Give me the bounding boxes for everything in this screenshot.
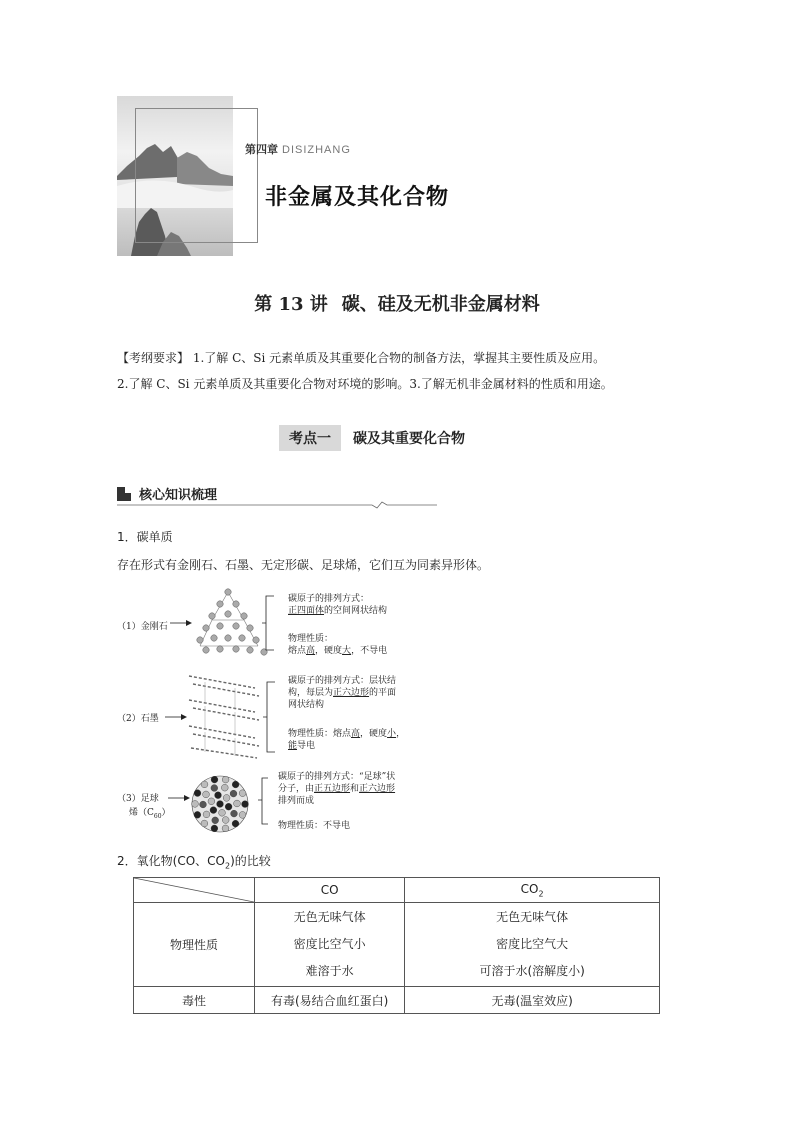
carbon-heading: 1．碳单质 <box>117 530 173 544</box>
diamond-properties-label: 物理性质： <box>288 634 334 644</box>
carbon-atom <box>194 790 201 797</box>
oxides-heading <box>117 852 271 870</box>
graphite-arr-line-2a: 构，每层为 <box>288 688 334 698</box>
graphite-prop-melting: 物理性质：熔点 <box>288 729 352 739</box>
lecture-title <box>0 290 794 316</box>
requirements-line-2: 2.了解 C、Si 元素单质及其重要化合物对环境的影响。3.了解无机非金属材料的性质和用途。 <box>117 377 613 391</box>
fullerene-arr-and: 和 <box>350 784 360 794</box>
table-row <box>134 903 660 987</box>
table-row <box>134 987 660 1014</box>
carbon-atom <box>231 810 238 817</box>
row-label-toxicity: 毒性 <box>134 987 255 1014</box>
fullerene-arr-key-2: 正六边形 <box>359 784 396 794</box>
carbon-atom <box>232 781 239 788</box>
section-square-icon <box>117 487 131 501</box>
carbon-atom <box>201 820 208 827</box>
diamond-prop-hardness: ，硬度 <box>315 646 343 656</box>
diamond-label: （1）金刚石 <box>117 622 168 632</box>
carbon-atom <box>211 776 218 783</box>
chapter-number: 第四章 <box>245 143 278 156</box>
carbon-atom <box>203 811 210 818</box>
section-heading <box>117 484 437 508</box>
carbon-atom <box>203 791 210 798</box>
graphite-prop-conduct-value: 能 <box>288 741 298 751</box>
carbon-atom <box>211 825 218 832</box>
diamond-prop-melting: 熔点 <box>288 646 307 656</box>
oxides-heading-b: )的比较 <box>230 854 271 868</box>
carbon-atom <box>242 801 249 808</box>
oxides-comparison-table <box>133 877 660 1014</box>
graphite-arr-line-3: 网状结构 <box>288 700 325 710</box>
co-physical-cell <box>255 903 405 987</box>
carbon-atom <box>230 790 237 797</box>
carbon-atom <box>222 776 229 783</box>
diamond-arrangement-key: 正四面体 <box>288 606 325 616</box>
graphite-arr-line-1: 碳原子的排列方式：层状结 <box>288 676 397 686</box>
table-header-co2 <box>405 878 660 903</box>
diamond-properties <box>288 633 387 657</box>
co2-phys-1: 无色无味气体 <box>496 910 569 924</box>
co-toxicity-cell: 有毒(易结合血红蛋白) <box>255 987 405 1014</box>
fullerene-label-2: 烯（C <box>129 808 154 818</box>
co2-toxicity-cell: 无毒(温室效应) <box>405 987 660 1014</box>
carbon-atom <box>234 800 241 807</box>
diamond-prop-hardness-value: 大 <box>342 646 352 656</box>
carbon-atom <box>239 790 246 797</box>
section-title: 核心知识梳理 <box>139 488 218 503</box>
table-corner-cell <box>134 878 255 903</box>
fullerene-properties: 物理性质：不导电 <box>278 821 351 831</box>
diamond-prop-conduct: ，不导电 <box>351 646 388 656</box>
diamond-arrangement-rest: 的空间网状结构 <box>324 606 388 616</box>
kaodian-title: 碳及其重要化合物 <box>353 431 465 447</box>
fullerene-arr-line-3: 排列而成 <box>278 796 315 806</box>
graphite-properties <box>288 728 405 752</box>
carbon-atom <box>221 784 228 791</box>
carbon-atom <box>225 803 232 810</box>
graphite-prop-hardness: ，硬度 <box>360 729 388 739</box>
co2-formula-sub: 2 <box>538 889 544 899</box>
graphite-prop-melting-value: 高 <box>351 729 361 739</box>
chapter-number-en: DISIZHANG <box>282 144 351 156</box>
table-header-co: CO <box>255 878 405 903</box>
fullerene-label-1: （3）足球 <box>117 794 159 804</box>
carbon-atom <box>239 812 246 819</box>
carbon-atom <box>222 817 229 824</box>
carbon-atom <box>222 825 229 832</box>
kaodian-heading <box>279 426 465 450</box>
table-header-row <box>134 878 660 903</box>
graphite-label: （2）石墨 <box>117 714 159 724</box>
diamond-arrangement <box>288 593 387 617</box>
lecture-name: 碳、硅及无机非金属材料 <box>341 294 540 315</box>
graphite-structure-figure <box>165 668 285 763</box>
chapter-label <box>245 141 351 157</box>
chapter-frame <box>135 108 258 243</box>
carbon-atom <box>210 807 217 814</box>
diamond-structure-figure <box>170 586 280 661</box>
fullerene-label-3: ） <box>161 808 171 818</box>
carbon-atom <box>232 820 239 827</box>
carbon-atom <box>223 795 230 802</box>
co-phys-2: 密度比空气小 <box>293 937 366 951</box>
fullerene-arrangement <box>278 771 395 807</box>
carbon-atom <box>212 817 219 824</box>
kaodian-tag: 考点一 <box>279 425 341 451</box>
co2-phys-3: 可溶于水(溶解度小) <box>479 964 585 978</box>
co2-physical-cell <box>405 903 660 987</box>
carbon-atom <box>201 781 208 788</box>
graphite-prop-comma: ， <box>396 729 406 739</box>
graphite-arr-key: 正六边形 <box>333 688 370 698</box>
co2-phys-2: 密度比空气大 <box>496 937 569 951</box>
diamond-prop-melting-value: 高 <box>306 646 316 656</box>
co-phys-1: 无色无味气体 <box>293 910 366 924</box>
fullerene-structure-figure <box>168 772 272 836</box>
co2-formula: CO <box>520 881 539 896</box>
carbon-atom <box>215 792 222 799</box>
carbon-atom <box>211 785 218 792</box>
graphite-prop-hardness-value: 小 <box>387 729 397 739</box>
fullerene-arr-key-1: 正五边形 <box>314 784 351 794</box>
fullerene-label-sub: 60 <box>153 812 162 820</box>
lecture-number: 第 13 讲 <box>254 294 328 315</box>
section-divider <box>117 500 437 510</box>
chapter-title: 非金属及其化合物 <box>265 185 450 210</box>
fullerene-arr-line-1: 碳原子的排列方式：“足球”状 <box>278 772 396 782</box>
carbon-atom <box>219 809 226 816</box>
graphite-arr-line-2b: 的平面 <box>369 688 397 698</box>
fullerene-arr-line-2a: 分子，由 <box>278 784 315 794</box>
carbon-atom <box>192 801 199 808</box>
carbon-atom <box>194 811 201 818</box>
carbon-intro: 存在形式有金刚石、石墨、无定形碳、足球烯，它们互为同素异形体。 <box>117 558 490 572</box>
row-label-physical: 物理性质 <box>134 903 255 987</box>
requirements-line-1 <box>117 349 677 367</box>
graphite-arrangement <box>288 675 396 711</box>
graphite-prop-conduct: 导电 <box>297 741 316 751</box>
diagonal-line <box>134 878 254 902</box>
carbon-atom <box>200 801 207 808</box>
carbon-atom <box>208 798 215 805</box>
diamond-arrangement-label: 碳原子的排列方式： <box>288 594 370 604</box>
co-phys-3: 难溶于水 <box>305 964 354 978</box>
oxides-heading-sub: 2 <box>224 861 231 871</box>
requirements-text-1: 1.了解 C、Si 元素单质及其重要化合物的制备方法，掌握其主要性质及应用。 <box>189 351 606 365</box>
carbon-atom <box>217 801 224 808</box>
fullerene-label <box>117 792 171 824</box>
requirements-tag: 【考纲要求】 <box>117 351 190 365</box>
oxides-heading-a: 2．氧化物(CO、CO <box>117 854 225 868</box>
